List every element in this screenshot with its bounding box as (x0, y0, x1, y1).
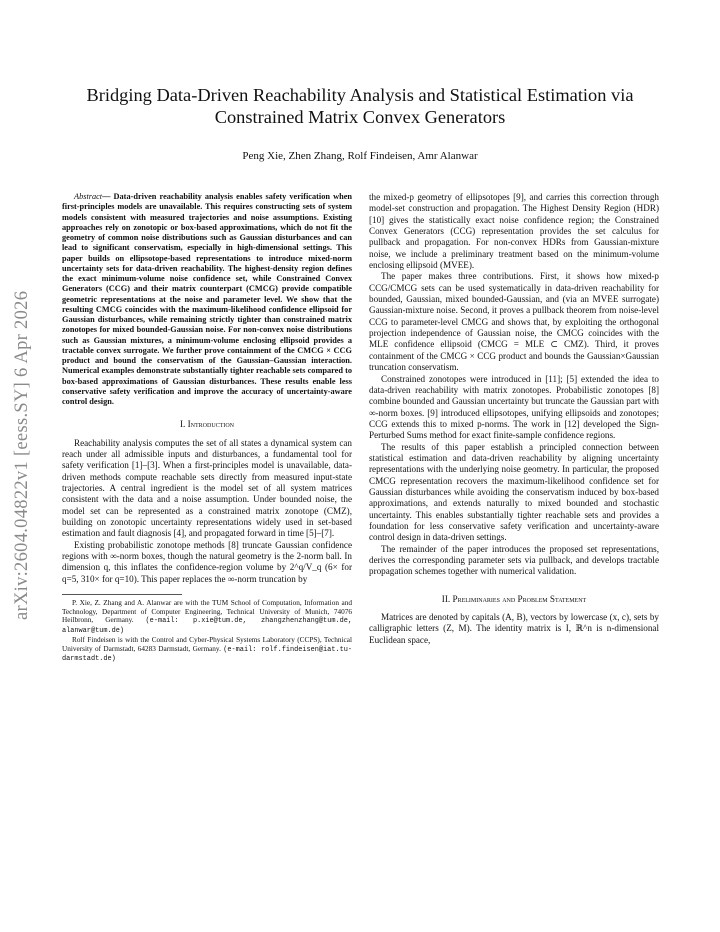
footnote-rule (62, 594, 182, 595)
paragraph: The results of this paper establish a principled connection between statistical estimation and data-driven reachability by aligning uncertainty representations with the underlying noise geometry. In particular, the proposed CMCG representation recovers the maximum-likelihood confidence set for Gaussian disturbances while avoiding the conservatism induced by box-based approximations, and extends naturally to mixed bounded and stochastic uncertainty. This enables substantially tighter reachable sets and provides a foundation for less conservative safety verification and uncertainty-aware control design in data-driven settings. (369, 441, 659, 543)
paper-authors: Peng Xie, Zhen Zhang, Rolf Findeisen, Amr Alanwar (242, 150, 478, 162)
left-column (62, 192, 352, 664)
paragraph: Constrained zonotopes were introduced in [11]; [5] extended the idea to data-driven reachability with matrix zonotopes. Probabilistic zonotopes [8] combine bounded and Gaussian uncertainty but truncate the Gaussian part with ∞-norm boxes. [9] introduced ellipsotopes, unifying ellipsoids and zonotopes; CCG extends this to mixed p-norms. The work in [12] developed the Sign-Perturbed Sums method for exact finite-sample confidence regions. (369, 373, 659, 441)
paper-title: Bridging Data-Driven Reachability Analysis and Statistical Estimation via Constrained Matrix Convex Generators (86, 85, 634, 127)
paragraph: the mixed-p geometry of ellipsotopes [9], and carries this correction through model-set construction and propagation. The Highest Density Region (HDR) [10] gives the statistically exact noise confidence region; the Constrained Convex Generators (CCG) representation provides the set calculus for pullback and propagation. For non-convex HDRs from Gaussian-mixture noise, we include a preliminary treatment based on the minimum-volume enclosing ellipsoid (MVEE). (369, 192, 659, 271)
paragraph: Matrices are denoted by capitals (A, B), vectors by lowercase (x, c), sets by calligraphic letters (Z, M). The identity matrix is I, ℝ^n is n-dimensional Euclidean space, (369, 612, 659, 645)
abstract-label: Abstract (74, 192, 103, 201)
footnote-text: P. Xie, Z. Zhang and A. Alanwar are with the TUM School of Computation, Information and Technology, Department of Computer Engineering, Technical University of Munich, 74076 Heilbronn, Germany. (62, 599, 352, 625)
paragraph: The paper makes three contributions. First, it shows how mixed-p CCG/CMCG sets can be used systematically in data-driven reachability for bounded, Gaussian, mixed bounded-Gaussian, and (via an MVEE surrogate) Gaussian-mixture noise. Second, it proves a pullback theorem from noise-level CCG to parameter-level CMCG and shows that, by exploiting the orthogonal projection independence of Gaussian noise, the CMCG coincides with the MLE confidence ellipsoid (CMCG = MLE ⊂ CMZ). Third, it proves containment of the CMCG × CCG product and bounds the Gaussian×Gaussian truncation conservatism. (369, 271, 659, 373)
paragraph: Reachability analysis computes the set of all states a dynamical system can reach under all admissible inputs and disturbances, a fundamental tool for safety verification [1]–[3]. When a first-principles model is unavailable, data-driven methods compute reachable sets directly from measured input-state trajectories. A central ingredient is the model set of all system matrices consistent with the data and a noise assumption. Under bounded noise, the model set can be represented as a constrained matrix zonotope (CMZ), building on zonotopic uncertainty representations widely used in set-based estimation and fault diagnosis [4], and propagated forward in time [5]–[7]. (62, 437, 352, 539)
footnote-affiliation-darmstadt (62, 636, 352, 664)
section-heading-introduction: I. Introduction (179, 419, 235, 430)
paragraph: The remainder of the paper introduces the proposed set representations, derives the corresponding parameter sets via pullback, and develops tractable propagation schemes together with numerical validation. (369, 543, 659, 577)
paragraph: Existing probabilistic zonotope methods [8] truncate Gaussian confidence regions with ∞-norm boxes, though the natural geometry is the 2-norm ball. In dimension q, this inflates the confidence-region volume by 2^q/V_q (6× for q=5, 310× for q=10). This paper replaces the ∞-norm truncation by (62, 539, 352, 584)
footnote-text: Rolf Findeisen is with the Control and Cyber-Physical Systems Laboratory (CCPS), Technical University of Darmstadt, 64283 Darmstadt, Germany. (62, 635, 352, 653)
abstract-text: — Data-driven reachability analysis enables safety verification when first-principles models are unavailable. This requires constructing sets of system models consistent with measured trajectories and noise assumptions. Existing approaches rely on zonotopic or box-based approximations, which do not fit the geometry of common noise distributions such as Gaussian disturbances and can lead to significant conservatism, especially in high-dimensional settings. This paper builds on ellipsotope-based representations to introduce mixed-norm uncertainty sets for data-driven reachability. The highest-density region defines the exact minimum-volume noise confidence set, while Constrained Convex Generators (CCG) and their matrix counterpart (CMCG) provide compatible geometric representations at the noise and parameter level. We show that the resulting CMCG coincides with the maximum-likelihood confidence ellipsoid for Gaussian disturbances, while remaining strictly tighter than constrained matrix zonotopes for mixed bounded-Gaussian noise. For non-convex noise distributions such as Gaussian mixtures, a minimum-volume enclosing ellipsoid provides a tractable convex surrogate. We further prove containment of the CMCG × CCG product and bound the conservatism of the Gaussian–Gaussian interaction. Numerical examples demonstrate substantially tighter reachable sets compared to box-based approximations of Gaussian disturbances. These results enable less conservative safety verification and improve the accuracy of uncertainty-aware control design. (62, 192, 352, 406)
arxiv-identifier[interactable]: arXiv:2604.04822v1 [eess.SY] 6 Apr 2026 (12, 290, 32, 620)
abstract (62, 192, 352, 407)
footnote-affiliation-tum (62, 599, 352, 636)
footnote-email[interactable]: (e-mail: rolf.findeisen@iat.tu-darmstadt.de) (62, 645, 352, 664)
right-column (369, 192, 659, 646)
footnote-email[interactable]: (e-mail: p.xie@tum.de, zhangzhenzhang@tum.de, alanwar@tum.de) (62, 617, 353, 636)
section-heading-preliminaries: II. Preliminaries and Problem Statement (441, 593, 587, 604)
